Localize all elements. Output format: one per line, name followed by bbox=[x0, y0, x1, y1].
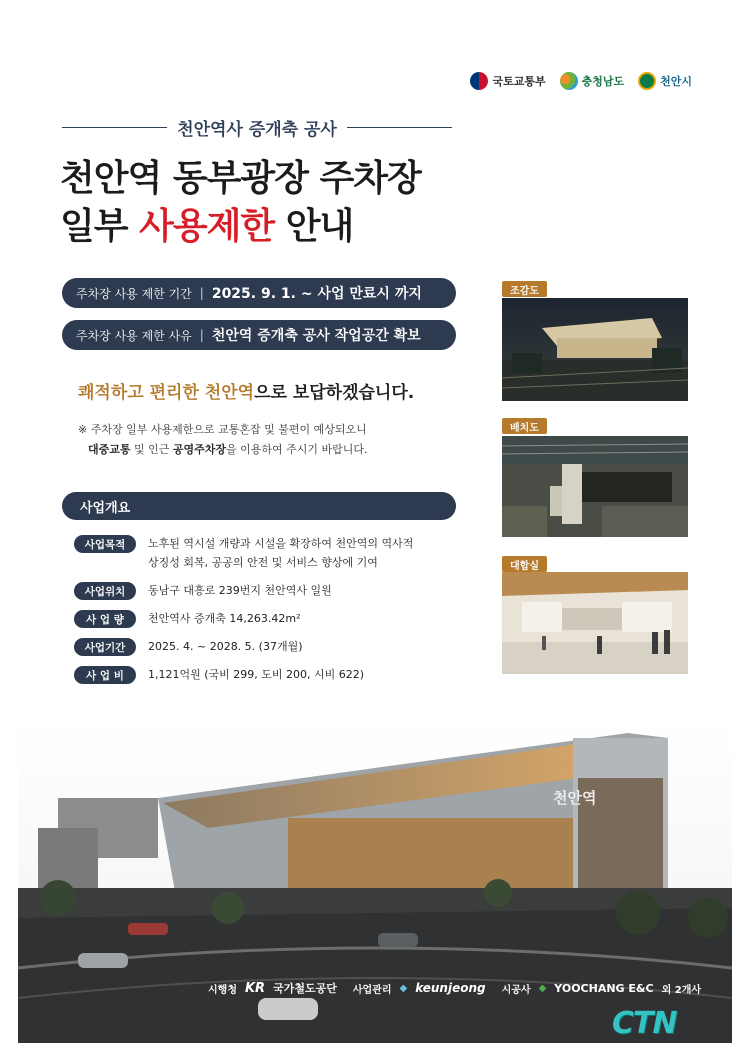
title-pre: 일부 bbox=[60, 206, 140, 247]
row-label: 사 업 량 bbox=[74, 610, 136, 628]
overview-table bbox=[74, 534, 464, 693]
period-value: 2025. 9. 1. ~ 사업 만료시 까지 bbox=[211, 286, 422, 302]
reason-label: 주차장 사용 제한 사유 bbox=[76, 328, 192, 343]
title-line-1: 천안역 동부광장 주차장 bbox=[60, 158, 421, 199]
overview-row bbox=[74, 534, 464, 572]
row-value-line-2: 상징성 회복, 공공의 안전 및 서비스 향상에 기여 bbox=[148, 556, 378, 569]
slogan-rest: 으로 보답하겠습니다. bbox=[254, 383, 415, 403]
contractor-label: 시공사 bbox=[501, 984, 531, 996]
cheonan-icon bbox=[638, 72, 656, 90]
waiting-room-image bbox=[502, 572, 688, 674]
title-highlight: 사용제한 bbox=[139, 206, 275, 247]
note-line-1: ※ 주차장 일부 사용제한으로 교통혼잡 및 불편이 예상되오니 bbox=[78, 423, 367, 436]
client-name: 국가철도공단 bbox=[273, 982, 337, 995]
logo-strip bbox=[470, 72, 692, 90]
overview-row bbox=[74, 609, 464, 628]
row-label: 사업목적 bbox=[74, 535, 136, 553]
contractor-suffix: 외 2개사 bbox=[661, 984, 702, 996]
contractor-name: YOOCHANG E&C bbox=[554, 981, 654, 995]
title-post: 안내 bbox=[274, 206, 354, 247]
page-title bbox=[60, 155, 421, 251]
slogan-accent: 쾌적하고 편리한 천안역 bbox=[78, 383, 255, 403]
title-line-2 bbox=[60, 203, 421, 251]
reason-pill bbox=[62, 320, 456, 350]
row-label: 사 업 비 bbox=[74, 666, 136, 684]
manager-name: keunjeong bbox=[415, 981, 486, 995]
province-logo bbox=[560, 72, 625, 90]
subtitle-line-right bbox=[347, 127, 452, 128]
row-value-line-1: 노후된 역시설 개량과 시설을 확장하여 천안역의 역사적 bbox=[148, 537, 414, 550]
note-transit: 대중교통 bbox=[88, 443, 131, 456]
footer-credits bbox=[208, 980, 701, 996]
waiting-room-tag: 대합실 bbox=[502, 556, 547, 572]
keunjeong-logo-icon: ◆ bbox=[399, 982, 408, 994]
row-value: 동남구 대흥로 239번지 천안역사 일원 bbox=[148, 584, 332, 597]
subtitle: 천안역사 증개축 공사 bbox=[177, 120, 337, 140]
row-value: 2025. 4. ~ 2028. 5. (37개월) bbox=[148, 640, 303, 653]
overview-header: 사업개요 bbox=[62, 492, 456, 520]
ministry-label: 국토교통부 bbox=[492, 75, 546, 88]
note-mid: 및 인근 bbox=[130, 443, 173, 456]
birdseye-image bbox=[502, 298, 688, 401]
manager-label: 사업관리 bbox=[352, 984, 392, 996]
note-end: 을 이용하여 주시기 바랍니다. bbox=[226, 443, 368, 456]
chungnam-icon bbox=[560, 72, 578, 90]
slogan bbox=[78, 378, 414, 403]
city-logo bbox=[638, 72, 692, 90]
subtitle-row bbox=[62, 115, 452, 140]
overview-row bbox=[74, 665, 464, 684]
row-label: 사업기간 bbox=[74, 638, 136, 656]
overview-row bbox=[74, 637, 464, 656]
period-separator: | bbox=[199, 286, 204, 300]
ministry-logo bbox=[470, 72, 545, 90]
period-pill bbox=[62, 278, 456, 308]
row-value bbox=[148, 534, 413, 572]
ctn-watermark: CTN bbox=[612, 1006, 677, 1041]
reason-value: 천안역 증개축 공사 작업공간 확보 bbox=[211, 328, 421, 344]
note-parking: 공영주차장 bbox=[172, 443, 227, 456]
birdseye-tag: 조감도 bbox=[502, 281, 547, 297]
row-label: 사업위치 bbox=[74, 582, 136, 600]
layout-image bbox=[502, 436, 688, 537]
taegeuk-icon bbox=[470, 72, 488, 90]
row-value: 1,121억원 (국비 299, 도비 200, 시비 622) bbox=[148, 668, 365, 681]
row-value: 천안역사 증개축 14,263.42m² bbox=[148, 612, 301, 625]
reason-separator: | bbox=[199, 328, 204, 342]
client-label: 시행청 bbox=[208, 984, 237, 996]
overview-row bbox=[74, 581, 464, 600]
subtitle-line-left bbox=[62, 127, 167, 128]
kr-logo-icon: KR bbox=[244, 980, 266, 996]
period-label: 주차장 사용 제한 기간 bbox=[76, 286, 192, 301]
station-sign: 천안역 bbox=[553, 789, 597, 807]
yoochang-logo-icon: ◆ bbox=[538, 982, 547, 994]
province-label: 충청남도 bbox=[581, 75, 625, 88]
layout-tag: 배치도 bbox=[502, 418, 547, 434]
city-label: 천안시 bbox=[660, 75, 692, 88]
notice-text bbox=[78, 420, 368, 460]
note-line-2 bbox=[78, 440, 368, 460]
